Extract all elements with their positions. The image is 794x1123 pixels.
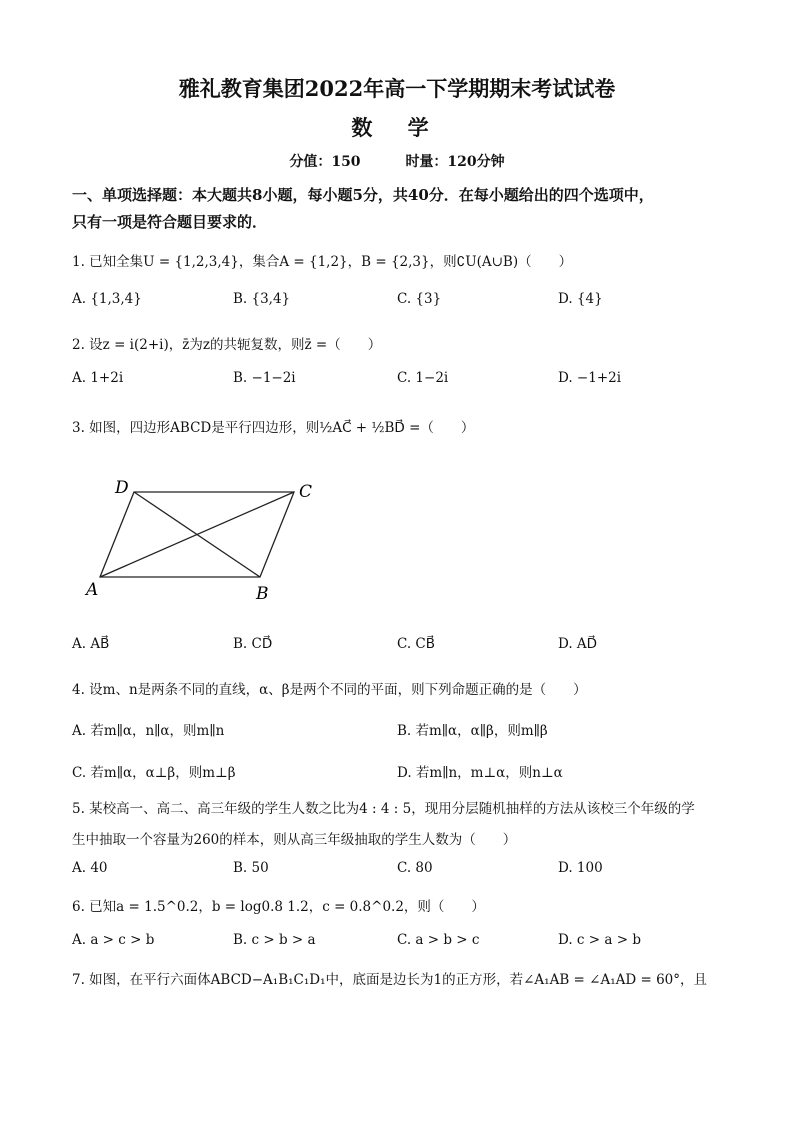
question-2-option-b: B. −1−2i bbox=[233, 370, 296, 386]
vertex-label-b: B bbox=[256, 584, 269, 604]
time-label: 时量：120分钟 bbox=[405, 154, 505, 170]
question-5-option-c: C. 80 bbox=[397, 860, 433, 876]
question-3-option-d: D. AD⃗ bbox=[558, 636, 598, 652]
question-5-option-d: D. 100 bbox=[558, 860, 603, 876]
question-1-option-c: C. {3} bbox=[397, 291, 442, 307]
question-1-option-b: B. {3,4} bbox=[233, 291, 291, 307]
subject-title: 数 学 bbox=[351, 115, 443, 140]
question-6-stem: 6. 已知a = 1.5^0.2，b = log0.8 1.2，c = 0.8^0.2，则（ ） bbox=[72, 899, 485, 915]
question-4-stem: 4. 设m、n是两条不同的直线，α、β是两个不同的平面，则下列命题正确的是（ ） bbox=[72, 682, 587, 698]
parallelogram-figure bbox=[80, 475, 330, 605]
question-3-stem: 3. 如图，四边形ABCD是平行四边形，则½AC⃗ + ½BD⃗ =（ ） bbox=[72, 420, 475, 436]
question-7-stem: 7. 如图，在平行六面体ABCD−A₁B₁C₁D₁中，底面是边长为1的正方形，若∠A₁AB = ∠A₁AD = 60°，且 bbox=[72, 972, 708, 988]
question-5-option-b: B. 50 bbox=[233, 860, 269, 876]
question-5-stem-line2: 生中抽取一个容量为260的样本，则从高三年级抽取的学生人数为（ ） bbox=[72, 832, 517, 848]
exam-meta bbox=[0, 151, 794, 171]
vertex-label-a: A bbox=[86, 580, 99, 600]
question-6-option-b: B. c > b > a bbox=[233, 932, 316, 948]
question-5-option-a: A. 40 bbox=[72, 860, 108, 876]
section-heading-line2: 只有一项是符合题目要求的． bbox=[72, 213, 268, 231]
vertex-label-d: D bbox=[115, 478, 129, 498]
question-4-option-c: C. 若m∥α，α⊥β，则m⊥β bbox=[72, 765, 236, 781]
question-2-option-c: C. 1−2i bbox=[397, 370, 449, 386]
question-2-stem: 2. 设z = i(2+i)，z̄为z的共轭复数，则z̄ =（ ） bbox=[72, 337, 382, 353]
score-label: 分值：150 bbox=[289, 154, 361, 170]
question-1-stem: 1. 已知全集U = {1,2,3,4}，集合A = {1,2}，B = {2,3}，则∁U(A∪B)（ ） bbox=[72, 254, 573, 270]
question-6-option-c: C. a > b > c bbox=[397, 932, 480, 948]
question-3-option-b: B. CD⃗ bbox=[233, 636, 273, 652]
question-2-option-a: A. 1+2i bbox=[72, 370, 124, 386]
diagonal-bd bbox=[134, 492, 260, 577]
vertex-label-c: C bbox=[299, 482, 313, 502]
question-3-option-a: A. AB⃗ bbox=[72, 636, 110, 652]
exam-title: 雅礼教育集团2022年高一下学期期末考试试卷 bbox=[178, 76, 616, 101]
question-5-stem-line1: 5. 某校高一、高二、高三年级的学生人数之比为4 : 4 : 5，现用分层随机抽样的方法从该校三个年级的学 bbox=[72, 801, 695, 817]
question-6-option-a: A. a > c > b bbox=[72, 932, 155, 948]
question-1-option-a: A. {1,3,4} bbox=[72, 291, 142, 307]
question-4-option-a: A. 若m∥α，n∥α，则m∥n bbox=[72, 723, 225, 739]
question-4-option-d: D. 若m∥n，m⊥α，则n⊥α bbox=[397, 765, 563, 781]
section-heading-line1: 一、单项选择题：本大题共8小题，每小题5分，共40分．在每小题给出的四个选项中， bbox=[72, 186, 654, 204]
question-4-option-b: B. 若m∥α，α∥β，则m∥β bbox=[397, 723, 548, 739]
question-1-option-d: D. {4} bbox=[558, 291, 603, 307]
question-3-option-c: C. CB⃗ bbox=[397, 636, 436, 652]
question-2-option-d: D. −1+2i bbox=[558, 370, 622, 386]
question-6-option-d: D. c > a > b bbox=[558, 932, 641, 948]
